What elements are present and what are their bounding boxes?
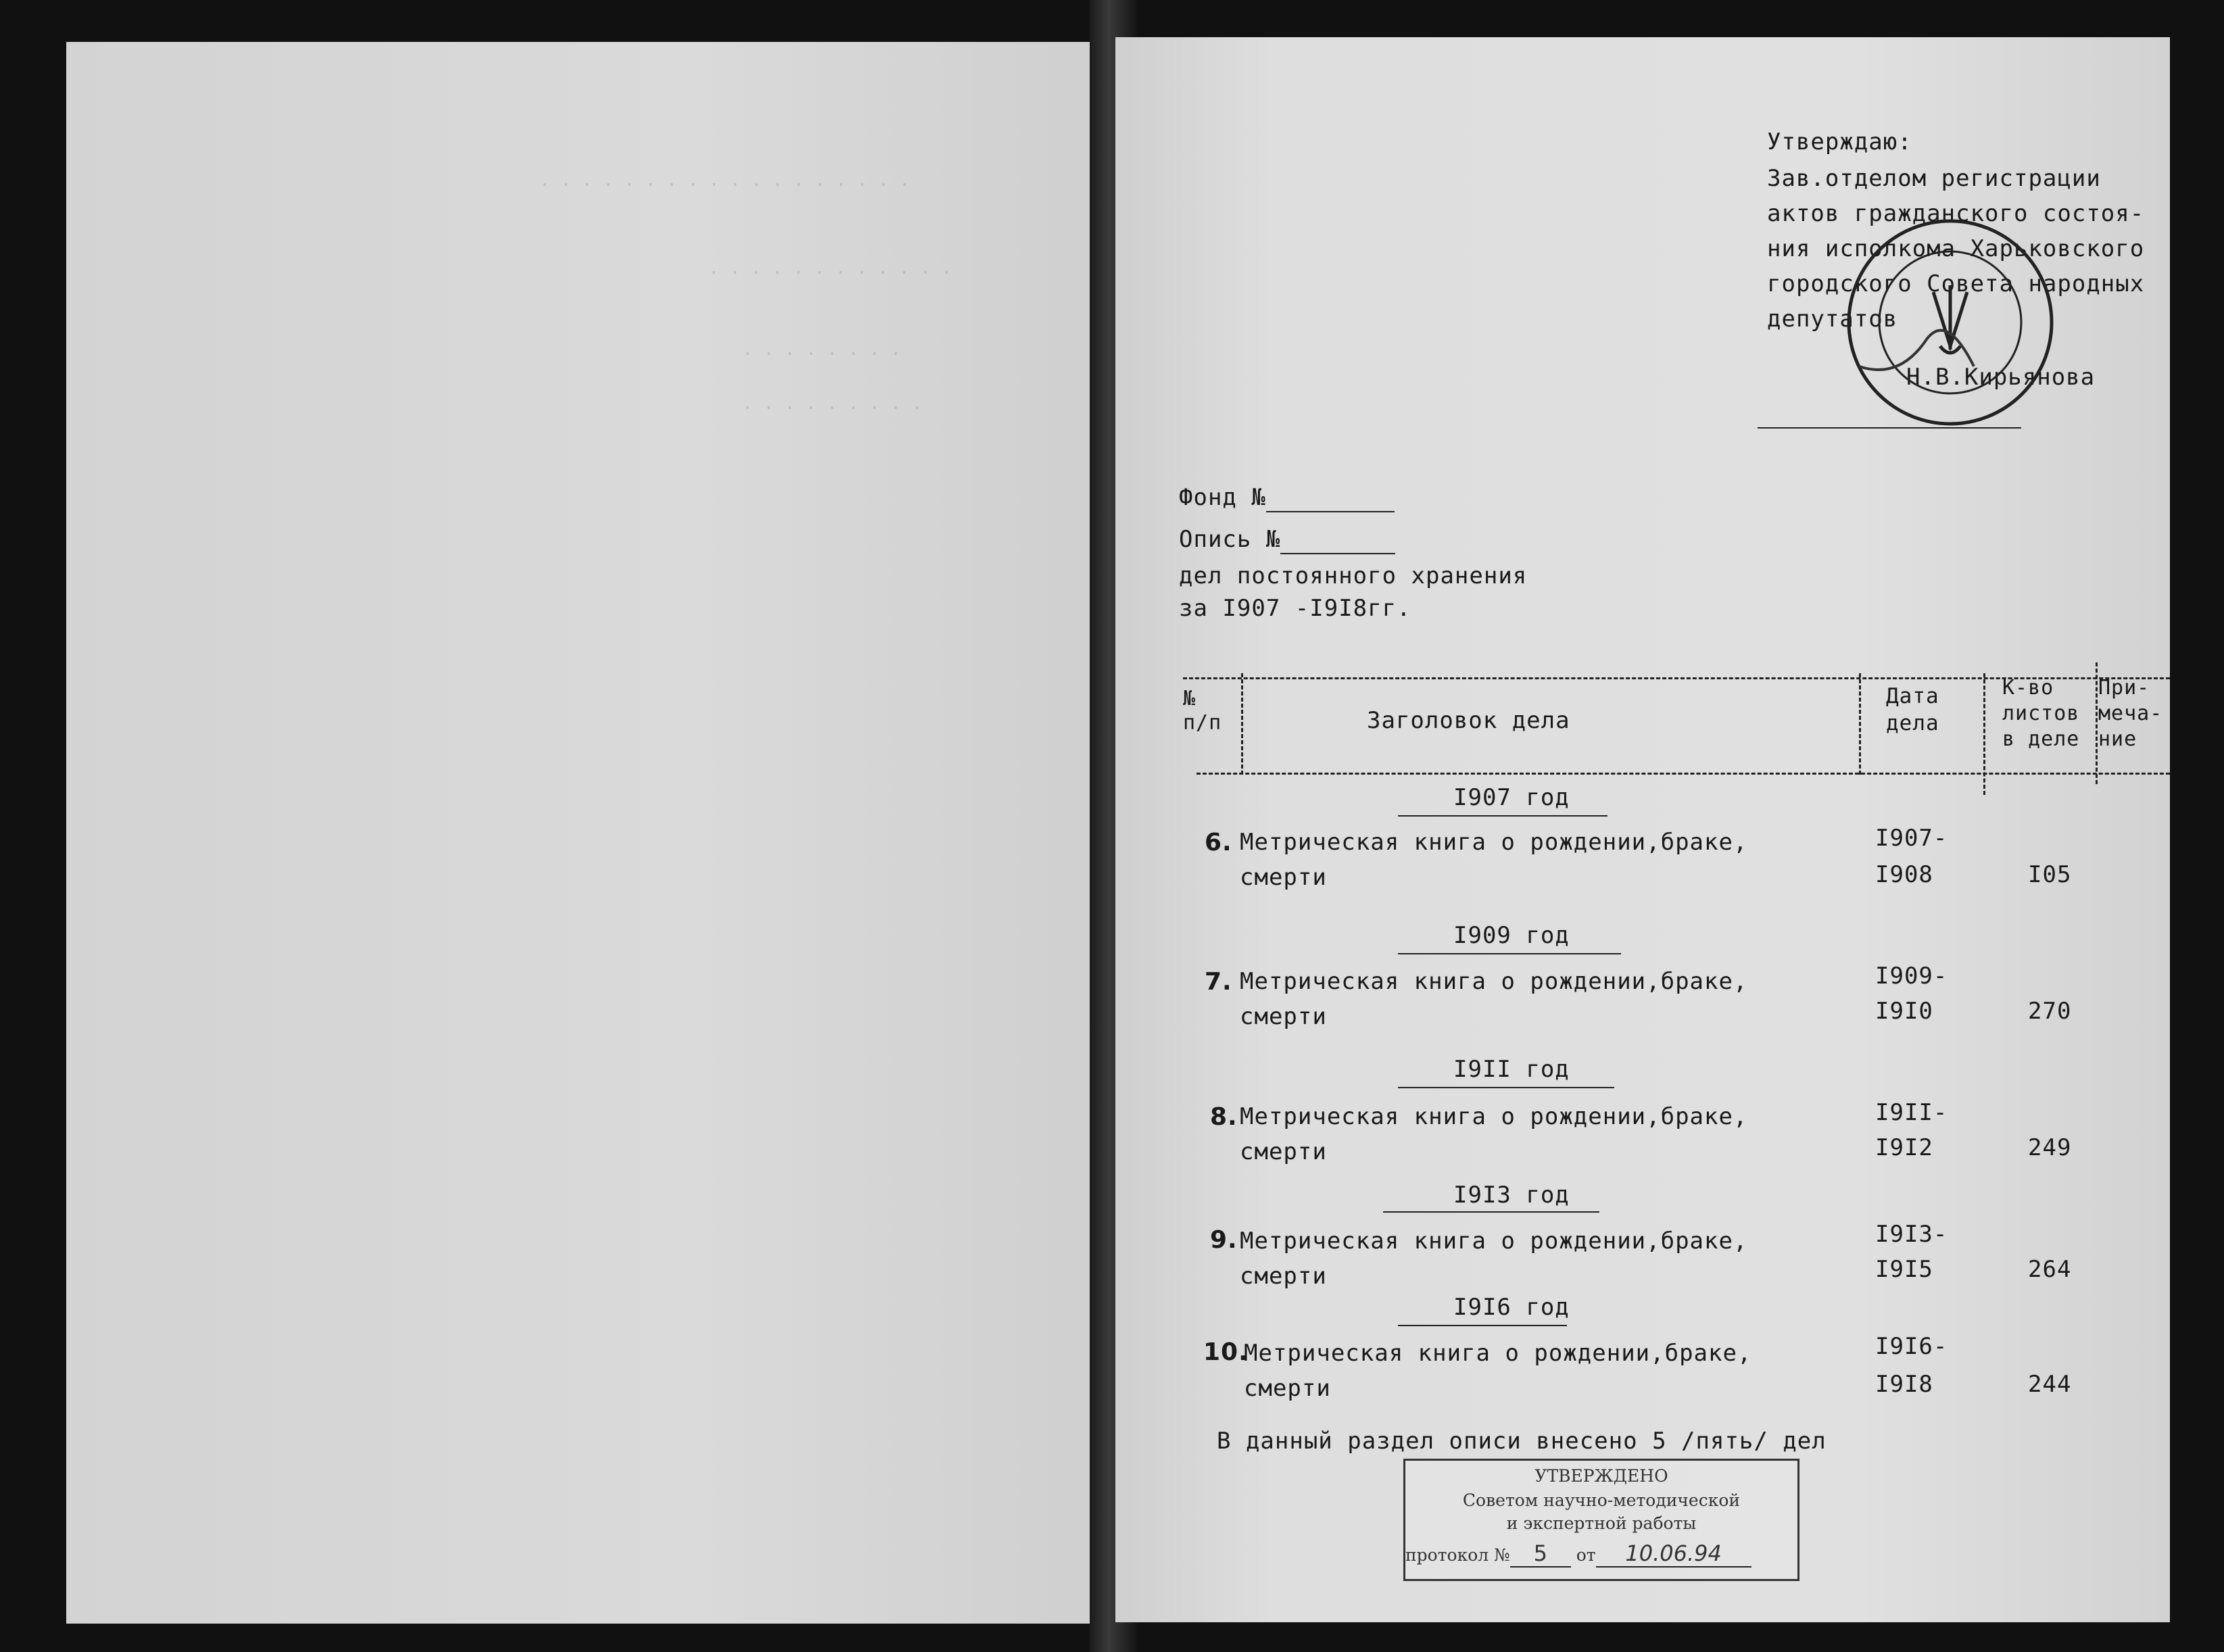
round-seal-icon <box>1839 211 2062 434</box>
row-title: Метрическая книга о рождении,браке, <box>1240 968 1748 995</box>
row-date: I9I0 <box>1875 998 1933 1025</box>
section-year: I907 год <box>1453 784 1570 811</box>
row-title: смерти <box>1240 1263 1327 1290</box>
col-note-header: меча- <box>2098 702 2163 725</box>
row-date: I9I8 <box>1875 1371 1933 1398</box>
row-title: Метрическая книга о рождении,браке, <box>1240 829 1748 856</box>
approval-stamp <box>1403 1459 1799 1581</box>
row-number: 6. <box>1205 829 1232 856</box>
col-num-header: № <box>1183 687 1196 710</box>
approval-line: ния исполкома Харьковского <box>1767 235 2145 262</box>
row-sheets: 244 <box>2028 1371 2072 1398</box>
row-date: I908 <box>1875 861 1933 888</box>
approval-line: Утверждаю: <box>1767 128 1912 155</box>
row-title: смерти <box>1240 1003 1327 1030</box>
row-title: смерти <box>1244 1375 1331 1402</box>
row-title: смерти <box>1240 1138 1327 1165</box>
row-date: I9I2 <box>1875 1134 1933 1161</box>
table-header-rule <box>1196 773 2170 775</box>
col-date-header: Дата <box>1886 684 1939 708</box>
year-rule <box>1398 1087 1614 1088</box>
section-year: I9I3 год <box>1453 1182 1570 1209</box>
bleed-through-text: . . . . . . . . . <box>742 393 923 414</box>
row-date: I9II- <box>1875 1099 1948 1126</box>
row-title: Метрическая книга о рождении,браке, <box>1240 1228 1748 1255</box>
row-sheets: 249 <box>2028 1134 2072 1161</box>
approval-line: депутатов <box>1767 306 1898 333</box>
stamp-title: УТВЕРЖДЕНО <box>1534 1466 1668 1486</box>
column-divider <box>1859 673 1861 775</box>
approval-line: Зав.отделом регистрации <box>1767 165 2101 192</box>
col-note-header: При- <box>2098 676 2150 700</box>
year-rule <box>1383 1211 1599 1213</box>
stamp-line: и экспертной работы <box>1506 1513 1697 1533</box>
section-year: I9II год <box>1453 1056 1570 1083</box>
row-sheets: 264 <box>2028 1256 2072 1283</box>
signature-rule <box>1758 427 2021 429</box>
row-number: 9. <box>1210 1226 1238 1254</box>
row-title: Метрическая книга о рождении,браке, <box>1240 1103 1748 1130</box>
row-number: 7. <box>1205 968 1232 996</box>
row-title: смерти <box>1240 864 1327 891</box>
stamp-protocol: протокол № 5 от 10.06.94 <box>1405 1540 1751 1568</box>
bleed-through-text: . . . . . . . . . . . . <box>708 258 952 278</box>
approval-line: актов гражданского состоя- <box>1767 200 2145 227</box>
footer-total: В данный раздел описи внесено 5 /пять/ дел <box>1217 1428 1827 1455</box>
row-date: I9I5 <box>1875 1256 1933 1283</box>
col-sheets-header: листов <box>2002 702 2080 725</box>
row-date: I909- <box>1875 963 1948 990</box>
col-date-header: дела <box>1886 711 1939 735</box>
row-number: 10. <box>1203 1338 1249 1366</box>
row-date: I9I3- <box>1875 1221 1948 1248</box>
row-date: I907- <box>1875 825 1948 852</box>
year-rule <box>1398 953 1621 954</box>
col-sheets-header: К-во <box>2002 676 2054 700</box>
fond-label: Фонд № <box>1179 484 1395 512</box>
column-divider <box>1983 673 1985 795</box>
row-date: I9I6- <box>1875 1333 1948 1360</box>
opis-label: Опись № <box>1179 526 1395 554</box>
year-rule <box>1398 815 1607 817</box>
approval-line: городского Совета народных <box>1767 270 2145 297</box>
row-title: Метрическая книга о рождении,браке, <box>1244 1340 1752 1367</box>
col-sheets-header: в деле <box>2002 727 2080 751</box>
stamp-line: Советом научно-методической <box>1462 1490 1741 1510</box>
opis-years: за I907 -I9I8гг. <box>1179 595 1411 622</box>
bleed-through-text: . . . . . . . . . . . . . . . . . . <box>539 170 910 191</box>
year-rule <box>1398 1325 1567 1326</box>
approver-name: Н.В.Кирьянова <box>1906 364 2096 391</box>
col-num-header: п/п <box>1183 711 1222 735</box>
row-sheets: I05 <box>2028 861 2072 888</box>
opis-description: дел постоянного хранения <box>1179 562 1528 589</box>
col-title-header: Заголовок дела <box>1367 707 1570 734</box>
section-year: I9I6 год <box>1453 1294 1570 1321</box>
bleed-through-text: . . . . . . . . <box>742 339 901 360</box>
section-year: I909 год <box>1453 922 1570 949</box>
column-divider <box>1241 673 1243 775</box>
row-sheets: 270 <box>2028 998 2072 1025</box>
col-note-header: ние <box>2098 727 2137 751</box>
left-page <box>66 42 1107 1624</box>
column-divider <box>2096 662 2098 784</box>
row-number: 8. <box>1210 1103 1238 1131</box>
